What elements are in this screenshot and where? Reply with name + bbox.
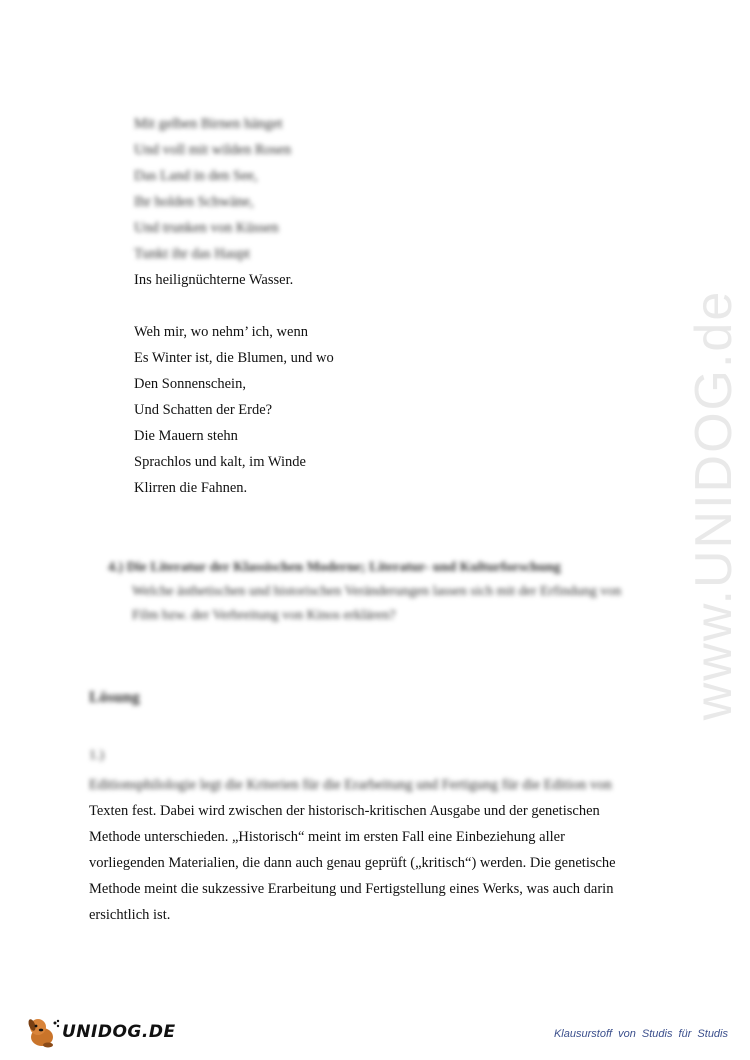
poem-line: Sprachlos und kalt, im Winde (134, 454, 306, 470)
poem-line: Weh mir, wo nehm’ ich, wenn (134, 324, 308, 340)
answer-number: 1.) (89, 748, 105, 763)
answer-line: vorliegenden Materialien, die dann auch genau geprüft („kritisch“) werden. Die genetische (89, 855, 616, 871)
poem-line: Und voll mit wilden Rosen (134, 142, 292, 158)
poem-line: Und trunken von Küssen (134, 220, 279, 236)
poem-line: Die Mauern stehn (134, 428, 238, 444)
logo-text: UNIDOG.DE (62, 1022, 176, 1042)
answer-line: Methode meint die sukzessive Erarbeitung und Fertigstellung eines Werks, was auch darin (89, 881, 614, 897)
answer-line: Methode unterschieden. „Historisch“ meint im ersten Fall eine Einbeziehung aller (89, 829, 565, 845)
answer-line: Editionsphilologie legt die Kriterien für die Erarbeitung und Fertigung für die Edition von (89, 777, 612, 793)
footer-slogan: Klausurstoff von Studis für Studis (553, 1028, 728, 1040)
poem-line: Tunkt ihr das Haupt (134, 246, 250, 262)
poem-stanza-2 (134, 319, 334, 501)
question-4 (108, 556, 648, 628)
poem-line: Klirren die Fahnen. (134, 480, 248, 496)
poem-line: Ihr holden Schwäne, (134, 194, 254, 210)
poem-line: Das Land in den See, (134, 168, 258, 184)
poem-stanza-1 (134, 111, 293, 293)
unidog-logo (24, 1015, 176, 1049)
poem-line: Ins heilignüchterne Wasser. (134, 272, 294, 288)
dog-mascot-icon (24, 1015, 60, 1049)
poem-line: Den Sonnenschein, (134, 376, 246, 392)
question-title: 4.) Die Literatur der Klassischen Moderne; Literatur- und Kulturforschung (108, 560, 561, 575)
solution-heading: Lösung (89, 689, 140, 706)
answer-line: Texten fest. Dabei wird zwischen der historisch-kritischen Ausgabe und der genetischen (89, 803, 600, 819)
poem-line: Und Schatten der Erde? (134, 402, 273, 418)
poem-line: Es Winter ist, die Blumen, und wo (134, 350, 334, 366)
answer-line: ersichtlich ist. (89, 907, 171, 923)
poem-line: Mit gelben Birnen hänget (134, 116, 283, 132)
answer-1 (89, 746, 649, 928)
question-text: Welche ästhetischen und historischen Veränderungen lassen sich mit der Erfindung von Film bzw. der Verbreitung von Kinos erklären? (132, 584, 622, 623)
watermark: www.UNIDOG.de (685, 289, 743, 721)
